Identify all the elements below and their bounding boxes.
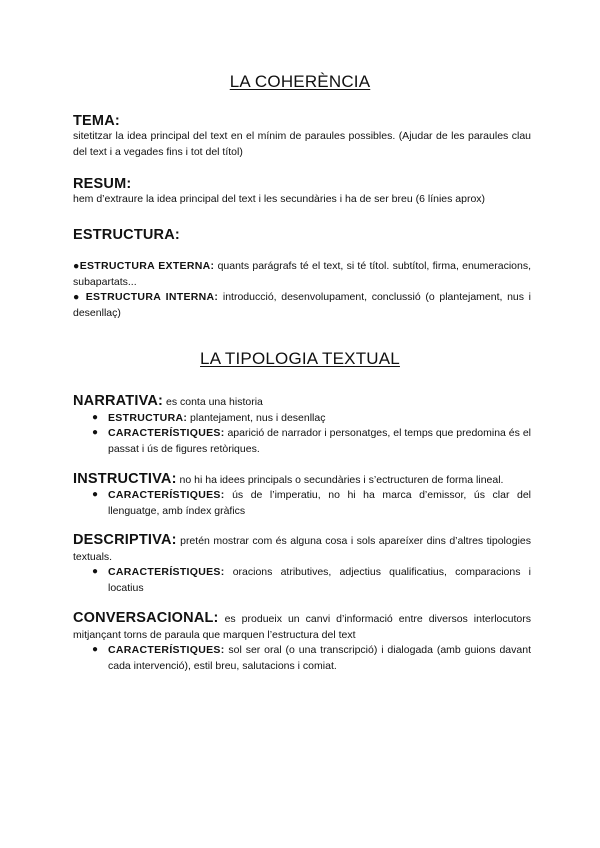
conversacional-caracteristiques-text: sol ser oral (o una transcripció) i dialogada (amb guions davant cada intervenció), estil breu, salutacions i comiat.	[108, 644, 531, 672]
tema-heading: TEMA:	[73, 113, 120, 129]
tema-text: sitetitzar la idea principal del text en el mínim de paraules possibles. (Ajudar de les paraules clau del text i a vegades fins i tot del títol)	[73, 130, 531, 158]
bullet: ●	[73, 291, 86, 303]
bullet: ●	[92, 489, 99, 500]
narrativa-caracteristiques-label: CARACTERÍSTIQUES:	[108, 427, 225, 439]
list-item	[92, 487, 531, 519]
list-item	[92, 410, 531, 426]
bullet: ●	[92, 566, 99, 577]
list-item	[92, 564, 531, 596]
descriptiva-caracteristiques-text: oracions atributives, adjectius qualificatius, comparacions i locatius	[108, 566, 531, 594]
resum-heading: RESUM:	[73, 176, 132, 192]
bullet: ●	[92, 427, 99, 438]
descriptiva-caracteristiques-label: CARACTERÍSTIQUES:	[108, 566, 225, 578]
instructiva-caracteristiques-label: CARACTERÍSTIQUES:	[108, 489, 225, 501]
instructiva-heading: INSTRUCTIVA:	[73, 471, 177, 487]
estructura-interna-item	[73, 289, 531, 321]
instructiva-caracteristiques-text: ús de l’imperatiu, no hi ha marca d’emissor, ús clar del llenguatge, amb índex gràfics	[108, 489, 531, 517]
list-item	[92, 425, 531, 457]
narrativa-section	[73, 393, 531, 410]
descriptiva-intro: pretén mostrar com és alguna cosa i sols apareíxer dins d’altres tipologies textuals.	[73, 535, 531, 563]
estructura-externa-item	[73, 258, 531, 290]
title-la-coherencia: LA COHERÈNCIA	[229, 72, 371, 91]
list-item	[92, 642, 531, 674]
estructura-externa-label: ESTRUCTURA EXTERNA:	[79, 260, 215, 272]
conversacional-caracteristiques-label: CARACTERÍSTIQUES:	[108, 644, 225, 656]
estructura-interna-label: ESTRUCTURA INTERNA:	[85, 291, 219, 303]
instructiva-section	[73, 471, 531, 488]
descriptiva-heading: DESCRIPTIVA:	[73, 532, 177, 548]
narrativa-heading: NARRATIVA:	[73, 393, 164, 409]
bullet: ●	[92, 412, 99, 423]
narrativa-intro: es conta una historia	[163, 396, 263, 408]
narrativa-caracteristiques-text: aparició de narrador i personatges, el temps que predomina és el passat i ús de figures retòriques.	[108, 427, 531, 455]
title-la-tipologia-textual: LA TIPOLOGIA TEXTUAL	[200, 349, 400, 368]
bullet: ●	[92, 644, 99, 655]
estructura-interna-text: introducció, desenvolupament, conclussió (o plantejament, nus i desenllaç)	[73, 291, 531, 319]
conversacional-section	[73, 610, 531, 643]
narrativa-estructura-text: plantejament, nus i desenllaç	[187, 412, 326, 424]
narrativa-estructura-label: ESTRUCTURA:	[108, 412, 188, 424]
conversacional-heading: CONVERSACIONAL:	[73, 610, 219, 626]
estructura-heading: ESTRUCTURA:	[73, 227, 180, 243]
resum-text: hem d’extraure la idea principal del text i les secundàries i ha de ser breu (6 línies aprox)	[73, 193, 486, 205]
estructura-externa-text: quants parágrafs té el text, si té títol. subtítol, firma, enumeracions, subapartats...	[73, 260, 531, 288]
conversacional-intro: es produeix un canvi d’informació entre diversos interlocutors mitjançant torns de paraula que marquen l’estructura del text	[73, 613, 531, 641]
instructiva-intro: no hi ha idees principals o secundàries i s’ectructuren de forma lineal.	[176, 474, 504, 486]
descriptiva-section	[73, 532, 531, 565]
bullet: ●	[73, 260, 80, 272]
